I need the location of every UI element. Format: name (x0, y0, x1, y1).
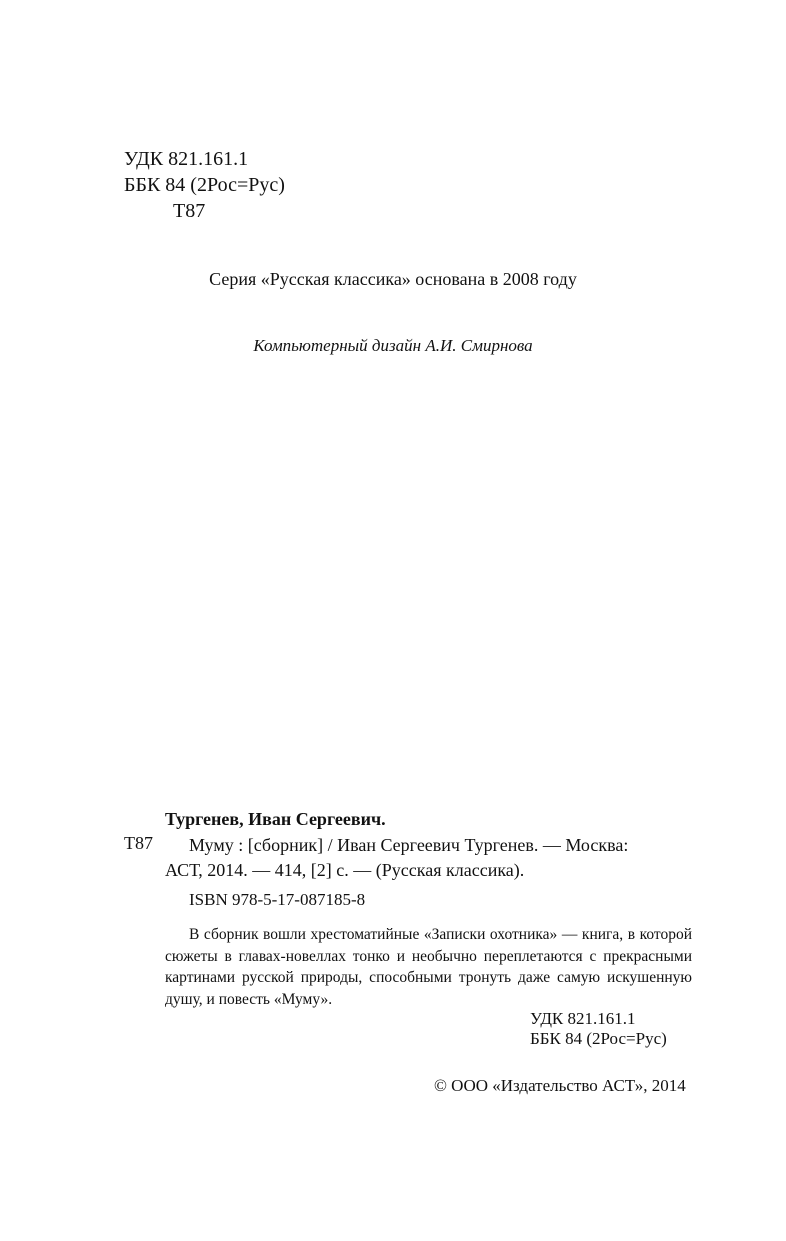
author-mark-top: Т87 (173, 200, 206, 222)
udk-code-top: УДК 821.161.1 (124, 148, 249, 170)
series-note: Серия «Русская классика» основана в 2008 году (209, 269, 577, 289)
author-heading: Тургенев, Иван Сергеевич. (165, 809, 386, 829)
bibliographic-description-line1: Муму : [сборник] / Иван Сергеевич Тургенев. — Москва: (189, 835, 629, 855)
bbk-code-bottom: ББК 84 (2Рос=Рус) (530, 1029, 667, 1048)
design-credit: Компьютерный дизайн А.И. Смирнова (253, 336, 533, 355)
isbn: ISBN 978-5-17-087185-8 (189, 890, 366, 909)
bbk-code-top: ББК 84 (2Рос=Рус) (124, 174, 285, 196)
udk-code-bottom: УДК 821.161.1 (530, 1009, 636, 1028)
annotation: В сборник вошли хрестоматийные «Записки охотника» — книга, в которой сюжеты в главах-новеллах тонко и необычно переплетаются с прекрасными картинами русской природы, способными тронуть даже самую искушенную душу, и повесть «Муму». (165, 926, 692, 1008)
author-mark: Т87 (124, 833, 153, 853)
copyright-notice: © ООО «Издательство АСТ», 2014 (434, 1076, 686, 1095)
bibliographic-description-line2: АСТ, 2014. — 414, [2] с. — (Русская классика). (165, 860, 525, 880)
